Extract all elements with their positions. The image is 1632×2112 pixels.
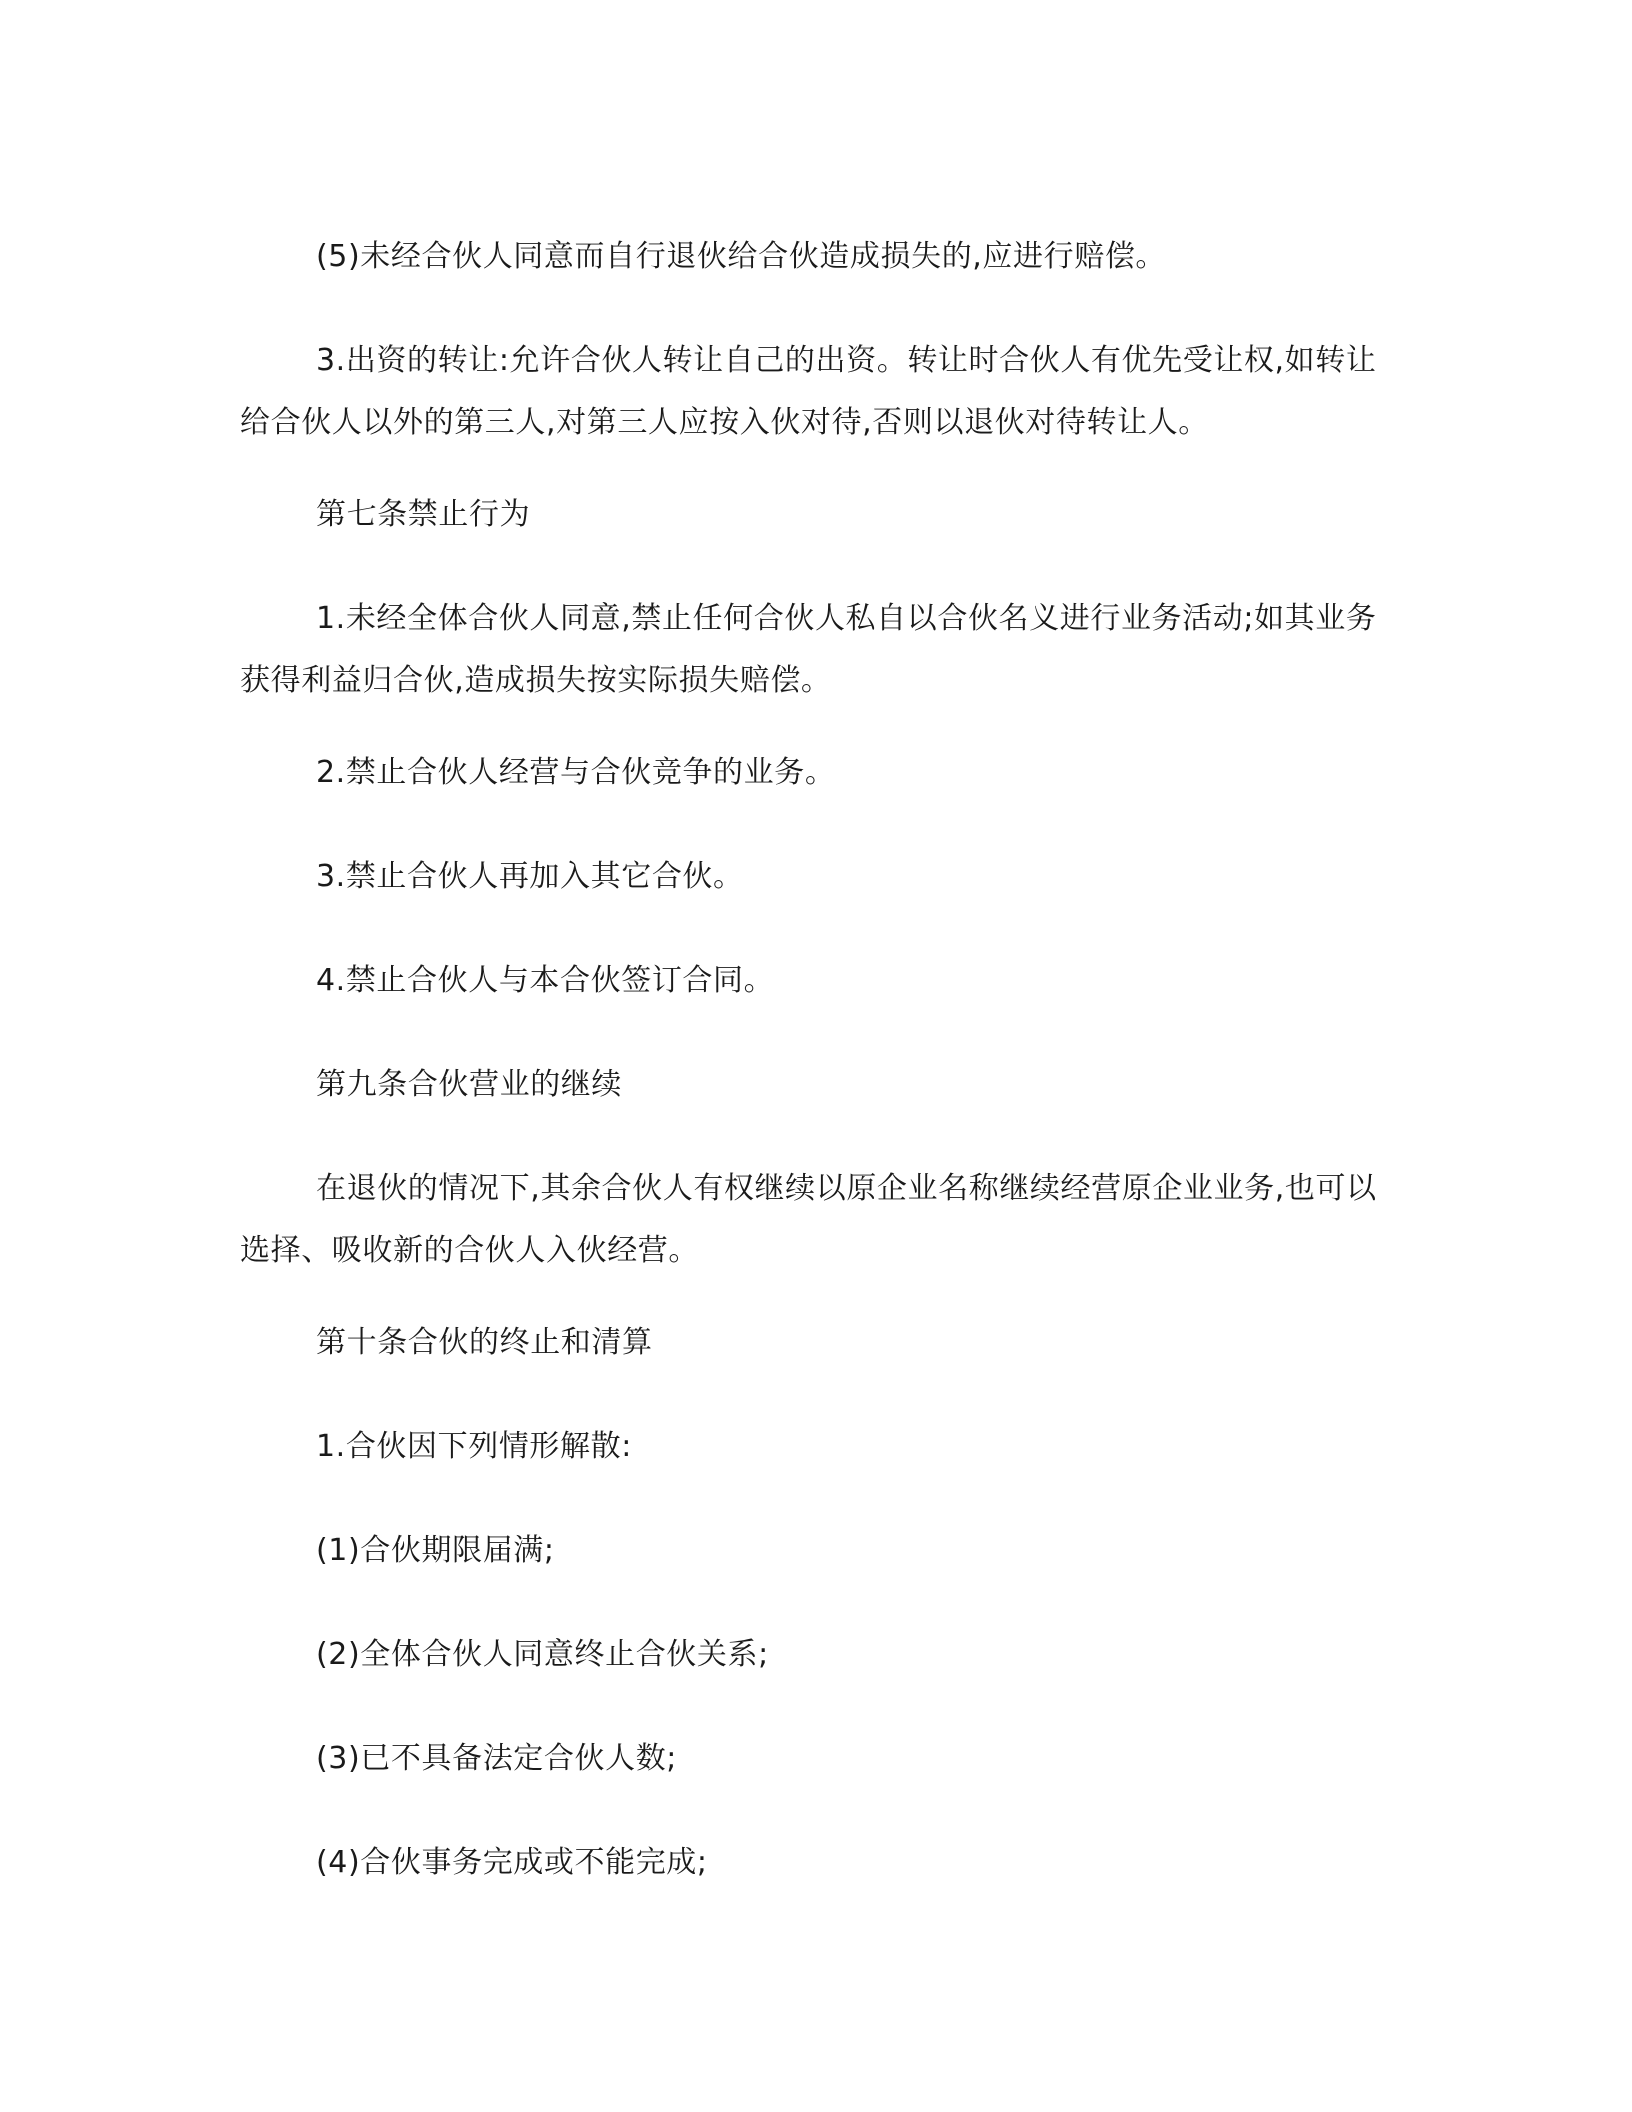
heading-article-10: 第十条合伙的终止和清算 — [316, 1325, 653, 1360]
paragraph-dissolution-4: (4)合伙事务完成或不能完成; — [316, 1845, 708, 1880]
heading-article-9: 第九条合伙营业的继续 — [316, 1067, 622, 1102]
paragraph-prohibition-3: 3.禁止合伙人再加入其它合伙。 — [316, 859, 744, 894]
paragraph-capital-transfer: 3.出资的转让:允许合伙人转让自己的出资。转让时合伙人有优先受让权,如转让给合伙人以外的第三人,对第三人应按入伙对待,否则以退伙对待转让人。 — [240, 343, 1377, 440]
paragraph-continuation: 在退伙的情况下,其余合伙人有权继续以原企业名称继续经营原企业业务,也可以选择、吸收新的合伙人入伙经营。 — [240, 1171, 1377, 1268]
heading-article-7: 第七条禁止行为 — [316, 497, 531, 532]
paragraph-withdrawal-compensation: (5)未经合伙人同意而自行退伙给合伙造成损失的,应进行赔偿。 — [316, 239, 1167, 274]
paragraph-prohibition-2: 2.禁止合伙人经营与合伙竞争的业务。 — [316, 755, 836, 790]
paragraph-prohibition-1: 1.未经全体合伙人同意,禁止任何合伙人私自以合伙名义进行业务活动;如其业务获得利益归合伙,造成损失按实际损失赔偿。 — [240, 601, 1377, 698]
paragraph-dissolution-3: (3)已不具备法定合伙人数; — [316, 1741, 678, 1776]
paragraph-dissolution-intro: 1.合伙因下列情形解散: — [316, 1429, 632, 1464]
paragraph-prohibition-4: 4.禁止合伙人与本合伙签订合同。 — [316, 963, 775, 998]
paragraph-dissolution-2: (2)全体合伙人同意终止合伙关系; — [316, 1637, 769, 1672]
paragraph-dissolution-1: (1)合伙期限届满; — [316, 1533, 555, 1568]
